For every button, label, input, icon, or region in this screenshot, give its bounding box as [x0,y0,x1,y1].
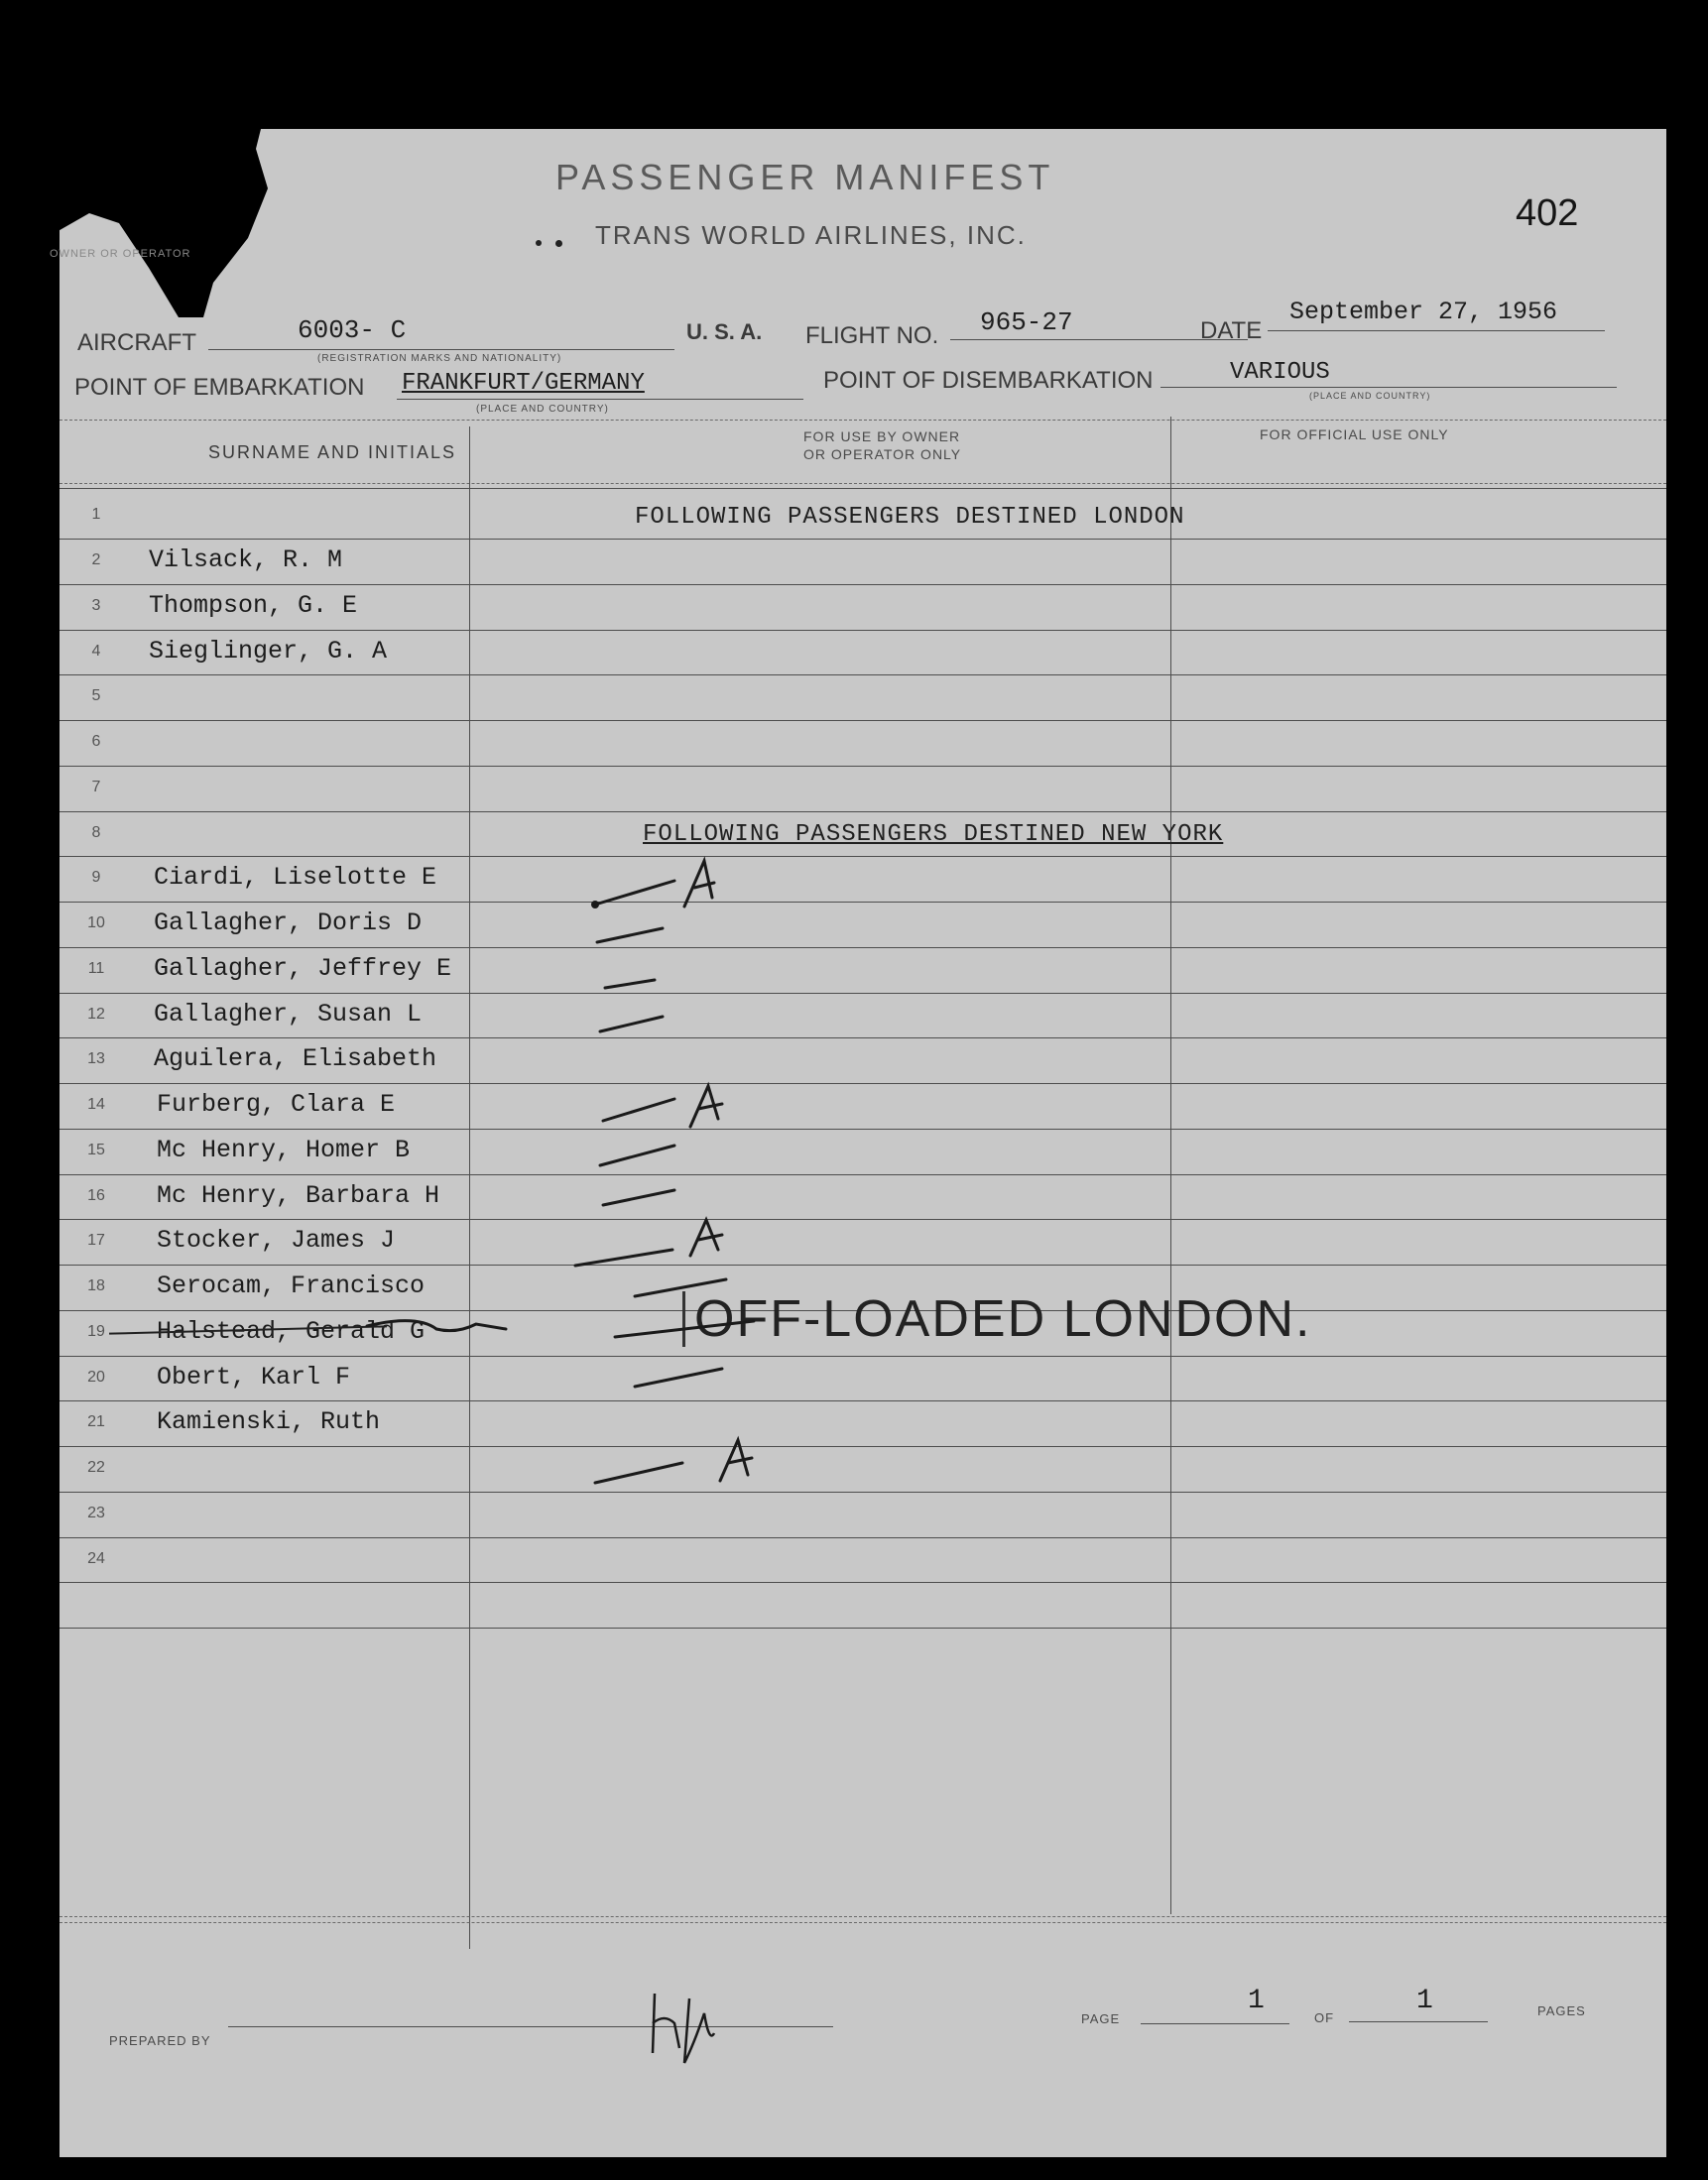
passenger-name: Aguilera, Elisabeth [154,1044,437,1073]
check-mark [603,1099,674,1121]
row-number: 12 [87,1006,105,1023]
row-number: 22 [87,1459,105,1476]
passenger-name: Gallagher, Susan L [154,1000,423,1029]
row-number: 2 [91,551,101,568]
signature [635,1984,754,2073]
usa-label: U. S. A. [686,319,763,344]
owner-label: OWNER OR OPERATOR [50,248,191,260]
owner-column-header-line2: OR OPERATOR ONLY [803,446,962,462]
check-mark [595,881,674,905]
of-value: 1 [1416,1986,1433,2016]
check-mark [603,1190,674,1205]
row-number: 5 [91,687,101,704]
check-mark [635,1279,726,1296]
passenger-name: Halstead, Gerald G [157,1317,426,1346]
row-number: 19 [87,1323,105,1340]
check-mark [597,928,663,942]
aircraft-label: AIRCRAFT [77,329,196,356]
passenger-name: Kamienski, Ruth [157,1407,381,1436]
passenger-name: Ciardi, Liselotte E [154,863,437,892]
passenger-name: Mc Henry, Barbara H [157,1181,440,1210]
date-label: DATE [1200,317,1263,344]
initial-a-mark [690,1220,722,1256]
row-number: 9 [91,869,101,886]
row-number: 15 [87,1142,105,1158]
row-number: 3 [91,597,101,614]
page-value: 1 [1248,1986,1265,2016]
surname-column-header: SURNAME AND INITIALS [208,442,457,462]
owner-column-header-line1: FOR USE BY OWNER [803,428,961,444]
check-mark [575,1250,672,1266]
passenger-name: Thompson, G. E [149,591,358,620]
row-number: 11 [87,960,105,977]
disembarkation-caption: (PLACE AND COUNTRY) [1309,391,1431,401]
row-number: 18 [87,1277,105,1294]
row-number: 4 [91,643,101,660]
manifest-title: PASSENGER MANIFEST [555,157,1055,197]
passenger-name: Vilsack, R. M [149,545,343,574]
row-number: 14 [87,1096,105,1113]
row-number: 8 [91,824,101,841]
passenger-name: Mc Henry, Homer B [157,1136,411,1164]
check-mark [605,980,655,988]
page-number-mark: 402 [1516,192,1579,234]
check-mark [600,1146,674,1165]
disembarkation-label: POINT OF DISEMBARKATION [823,367,1154,394]
page-label: PAGE [1081,2011,1121,2026]
pages-label: PAGES [1537,2003,1586,2018]
manifest-page [50,129,1666,2157]
row-number: 6 [91,733,101,750]
check-mark [635,1369,722,1387]
of-label: OF [1314,2010,1335,2025]
flight-value: 965-27 [980,307,1073,337]
row-number: 10 [87,914,105,931]
initial-a-mark [720,1440,752,1481]
flight-label: FLIGHT NO. [805,322,939,349]
check-mark [600,1017,663,1031]
prepared-by-label: PREPARED BY [109,2033,211,2048]
passenger-name: Sieglinger, G. A [149,637,388,666]
row-number: 1 [91,506,101,523]
embarkation-caption: (PLACE AND COUNTRY) [476,404,609,415]
strike-squiggle [367,1321,506,1331]
disembarkation-value: VARIOUS [1230,359,1330,386]
row-number: 23 [87,1505,105,1521]
initial-a-mark [690,1086,722,1127]
passenger-name: Gallagher, Jeffrey E [154,954,452,983]
row-number: 13 [87,1050,105,1067]
airline-name: TRANS WORLD AIRLINES, INC. [595,220,1027,250]
row-number: 7 [91,779,101,795]
aircraft-value: 6003- C [298,315,407,345]
row-number: 20 [87,1369,105,1386]
row-number: 17 [87,1232,105,1249]
initial-a-mark [684,861,714,907]
passenger-name: Serocam, Francisco [157,1272,426,1300]
row-number: 16 [87,1187,105,1204]
date-value: September 27, 1956 [1289,298,1558,326]
passenger-name: Gallagher, Doris D [154,908,423,937]
offloaded-stamp: OFF-LOADED LONDON. [694,1290,1312,1348]
passenger-name: Obert, Karl F [157,1363,351,1392]
embarkation-label: POINT OF EMBARKATION [74,374,365,401]
newyork-section-note: FOLLOWING PASSENGERS DESTINED NEW YORK [643,821,1224,848]
registration-caption: (REGISTRATION MARKS AND NATIONALITY) [317,353,562,364]
london-section-note: FOLLOWING PASSENGERS DESTINED LONDON [635,504,1185,531]
row-number: 24 [87,1550,105,1567]
passenger-name: Furberg, Clara E [157,1090,396,1119]
check-mark [615,1321,754,1337]
passenger-name: Stocker, James J [157,1226,396,1255]
official-column-header: FOR OFFICIAL USE ONLY [1260,426,1449,442]
row-number: 21 [87,1413,105,1430]
handwritten-marks [60,129,1666,1676]
check-mark [595,1463,682,1483]
embarkation-value: FRANKFURT/GERMANY [402,370,645,397]
